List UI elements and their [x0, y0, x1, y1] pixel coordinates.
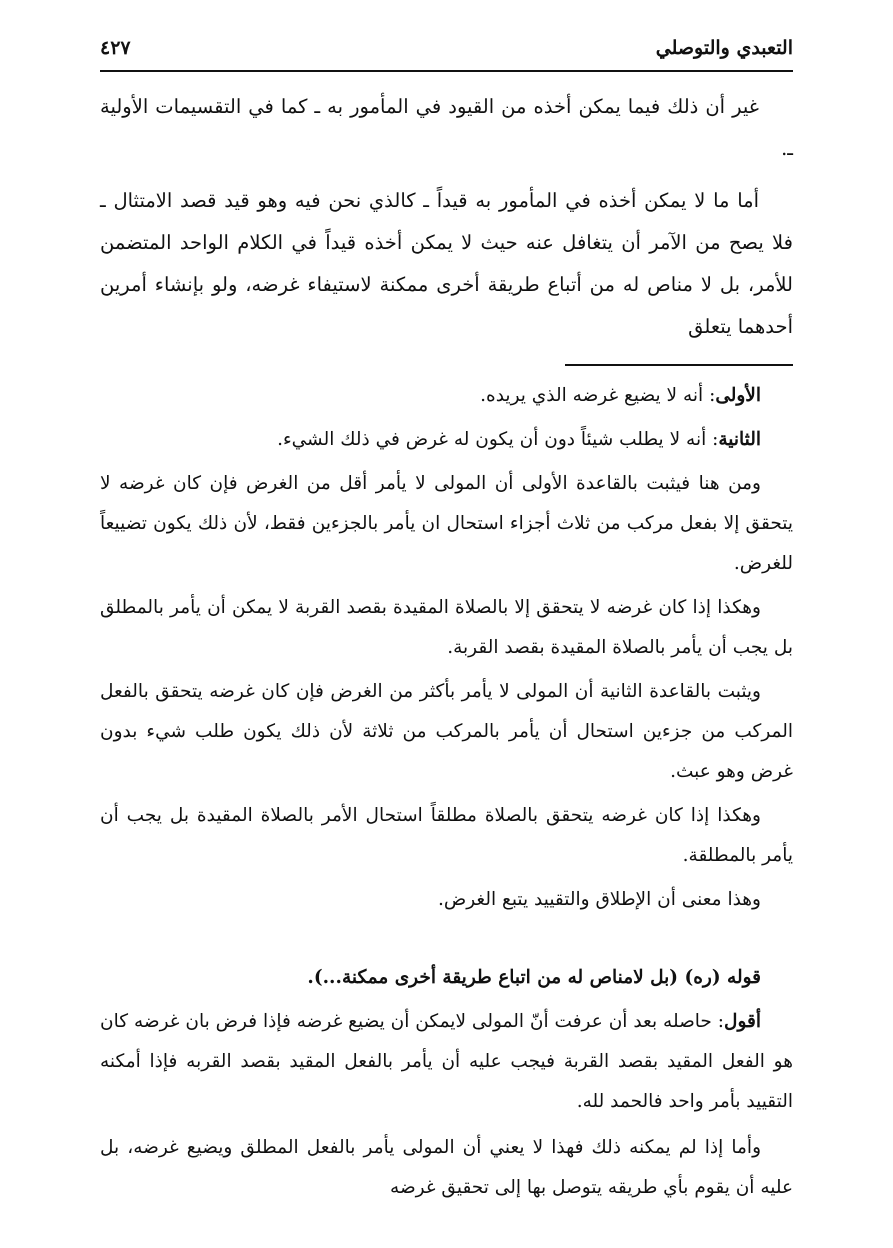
main-paragraph: غير أن ذلك فيما يمكن أخذه من القيود في المأمور به ـ كما في التقسيمات الأولية ـ. — [100, 95, 793, 160]
commentary-paragraph — [100, 1002, 793, 1122]
footnote-paragraph: وهذا معنى أن الإطلاق والتقييد يتبع الغرض. — [437, 889, 761, 910]
page-header — [100, 30, 793, 66]
page-number: ٤٢٧ — [100, 37, 131, 59]
aqul-label: أقول — [724, 1011, 761, 1032]
footnote-label-second: الثانية — [718, 429, 761, 450]
footnote-text-second: : أنه لا يطلب شيئاً دون أن يكون له غرض في ذلك الشيء. — [277, 429, 719, 450]
main-text — [100, 86, 793, 358]
commentary-heading: قوله (ره) (بل لامناص له من اتباع طريقة أخرى ممكنة...). — [307, 967, 761, 988]
footnote-paragraph: وهكذا إذا كان غرضه يتحقق بالصلاة مطلقاً استحال الأمر بالصلاة المقيدة بل يجب أن يأمر بالمطلقة. — [100, 805, 793, 866]
footnote-text-first: : أنه لا يضيع غرضه الذي يريده. — [480, 385, 716, 406]
footnote-label-first: الأولى — [715, 385, 761, 406]
running-title: التعبدي والتوصلي — [655, 37, 793, 59]
footnotes — [100, 376, 793, 924]
footnote-paragraph: وهكذا إذا كان غرضه لا يتحقق إلا بالصلاة المقيدة بقصد القربة لا يمكن أن يأمر بالمطلق بل يجب أن يأمر بالصلاة المقيدة بقصد القربة. — [100, 597, 793, 658]
header-rule — [100, 70, 793, 72]
footnote-rule-second — [100, 420, 793, 460]
footnote-paragraph: ويثبت بالقاعدة الثانية أن المولى لا يأمر بأكثر من الغرض فإن كان غرضه يتحقق بالفعل المركب من جزءين استحال أن يأمر بالمركب من ثلاثة لأن ذلك يكون طلب شيء بدون غرض وهو عبث. — [100, 681, 793, 782]
aqul-text: : حاصله بعد أن عرفت أنّ المولى لايمكن أن يضيع غرضه فإذا فرض بان غرضه كان هو الفعل المقيد بقصد القربة فيجب عليه أن يأمر بالفعل المقيد بقصد القربه فإذا أمكنه التقييد بأمر واحد فالحمد لله. — [100, 1011, 793, 1112]
commentary — [100, 958, 793, 1214]
footnote-paragraph: ومن هنا فيثبت بالقاعدة الأولى أن المولى لا يأمر أقل من الغرض فإن كان غرضه لا يتحقق إلا بفعل مركب من ثلاث أجزاء استحال ان يأمر بالجزءين فقط، لأن ذلك يكون تضييعاً للغرض. — [100, 473, 793, 574]
main-paragraph: أما ما لا يمكن أخذه في المأمور به قيداً ـ كالذي نحن فيه وهو قيد قصد الامتثال ـ فلا يصح من الآمر أن يتغافل عنه حيث لا يمكن أخذه قيداً في الكلام الواحد المتضمن للأمر، بل لا مناص له من أتباع طريقة أخرى ممكنة لاستيفاء غرضه، ولو بإنشاء أمرين أحدهما يتعلق — [100, 189, 793, 338]
commentary-paragraph: وأما إذا لم يمكنه ذلك فهذا لا يعني أن المولى يأمر بالفعل المطلق ويضيع غرضه، بل عليه أن يقوم بأي طريقه يتوصل بها إلى تحقيق غرضه — [100, 1137, 793, 1198]
footnote-rule-first — [100, 376, 793, 416]
footnote-separator — [565, 364, 793, 366]
